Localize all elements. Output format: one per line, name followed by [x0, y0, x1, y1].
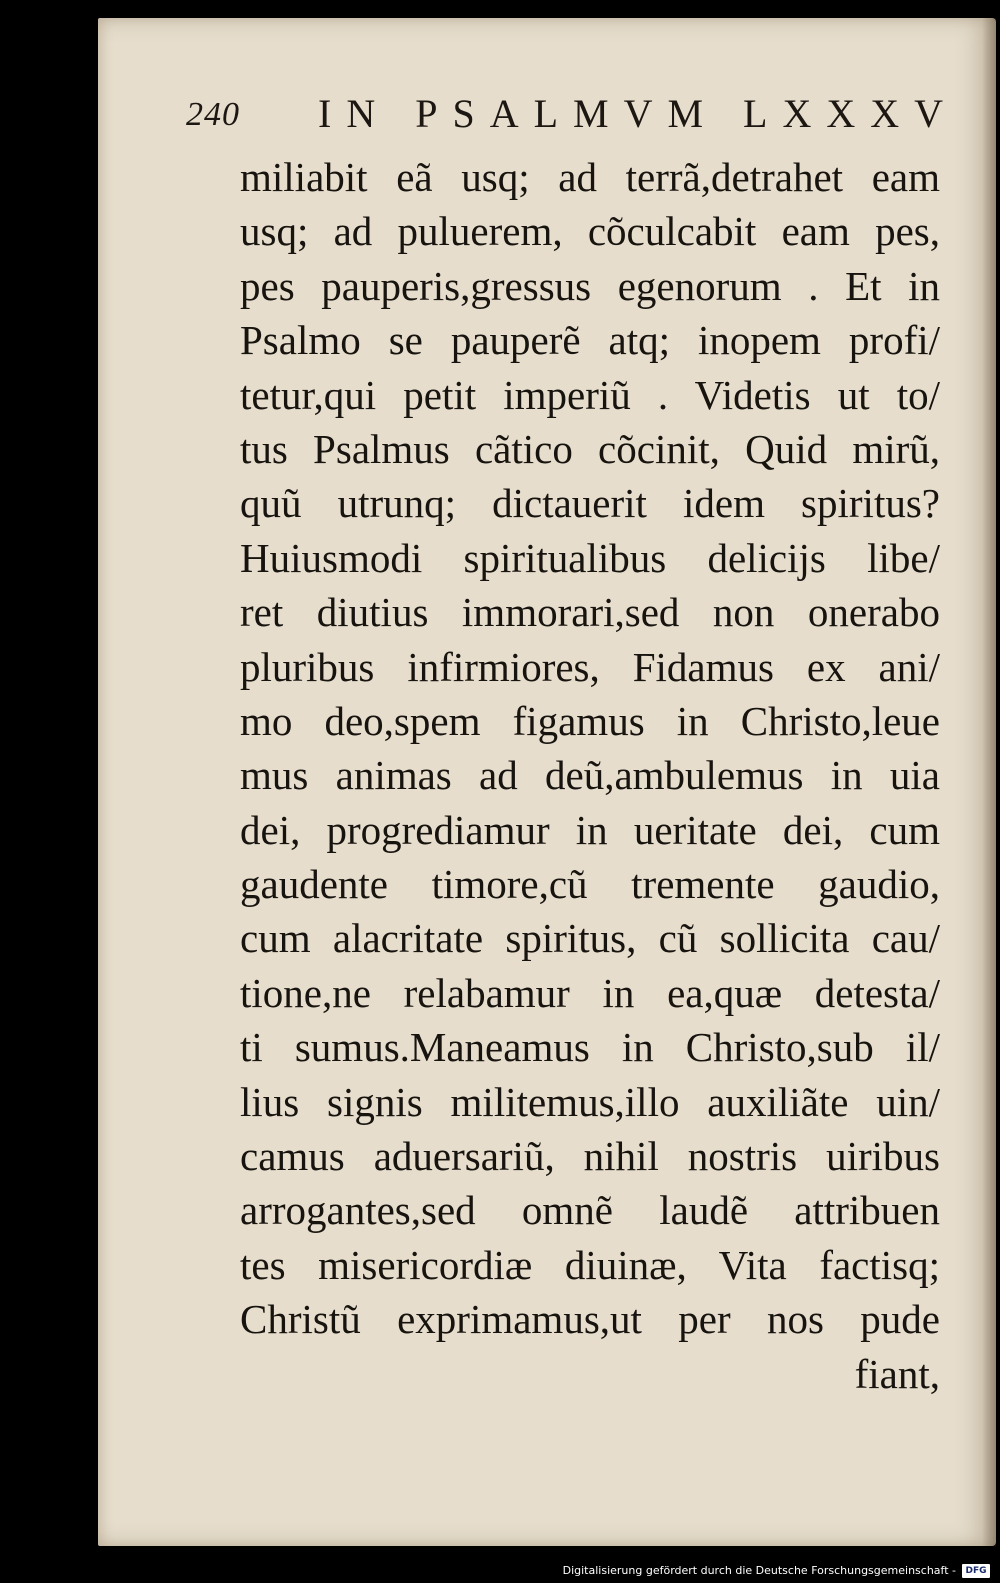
text-line: ti sumus.Maneamus in Christo,sub il/ [240, 1024, 940, 1071]
catchword: fiant, [854, 1350, 940, 1397]
text-line: tes misericordiæ diuinæ, Vita factisq; [240, 1241, 940, 1288]
text-line: Huiusmodi spiritualibus delicijs libe/ [240, 534, 940, 581]
text-line: usq; ad puluerem, cõculcabit eam pes, [240, 208, 940, 255]
page-edge-shadow [982, 18, 996, 1546]
text-line: Christũ exprimamus,ut per nos pude [240, 1296, 940, 1343]
text-line: arrogantes,sed omnẽ laudẽ attribuen [240, 1187, 940, 1234]
dfg-logo: DFG [962, 1564, 990, 1578]
running-title: IN PSALMVM LXXXV [318, 91, 959, 136]
text-line: mus animas ad deũ,ambulemus in uia [240, 752, 940, 799]
text-line: tione,ne relabamur in ea,quæ detesta/ [240, 969, 940, 1016]
footer-strip [0, 1555, 1000, 1583]
text-line: tus Psalmus cãtico cõcinit, Quid mirũ, [240, 425, 940, 472]
text-line: cum alacritate spiritus, cũ sollicita cau/ [240, 915, 940, 962]
running-head [186, 90, 976, 140]
text-line: pes pauperis,gressus egenorum . Et in [240, 262, 940, 309]
text-line: pluribus infirmiores, Fidamus ex ani/ [240, 643, 940, 690]
funding-note: Digitalisierung gefördert durch die Deutsche Forschungsgemeinschaft - [562, 1564, 956, 1577]
text-line: dei, progrediamur in ueritate dei, cum [240, 806, 940, 853]
text-line: quũ utrunq; dictauerit idem spiritus? [240, 480, 940, 527]
text-line: tetur,qui petit imperiũ . Videtis ut to/ [240, 371, 940, 418]
text-line: miliabit eã usq; ad terrã,detrahet eam [240, 154, 940, 200]
text-line: mo deo,spem figamus in Christo,leue [240, 697, 940, 744]
page-number: 240 [186, 96, 240, 133]
text-line: lius signis militemus,illo auxiliãte uin/ [240, 1078, 940, 1125]
text-block [240, 150, 940, 1401]
text-line: camus aduersariũ, nihil nostris uiribus [240, 1133, 940, 1180]
text-line: Psalmo se pauperẽ atq; inopem profi/ [240, 317, 940, 364]
text-line: ret diutius immorari,sed non onerabo [240, 589, 940, 636]
book-page [98, 18, 996, 1546]
text-line: gaudente timore,cũ tremente gaudio, [240, 861, 940, 908]
